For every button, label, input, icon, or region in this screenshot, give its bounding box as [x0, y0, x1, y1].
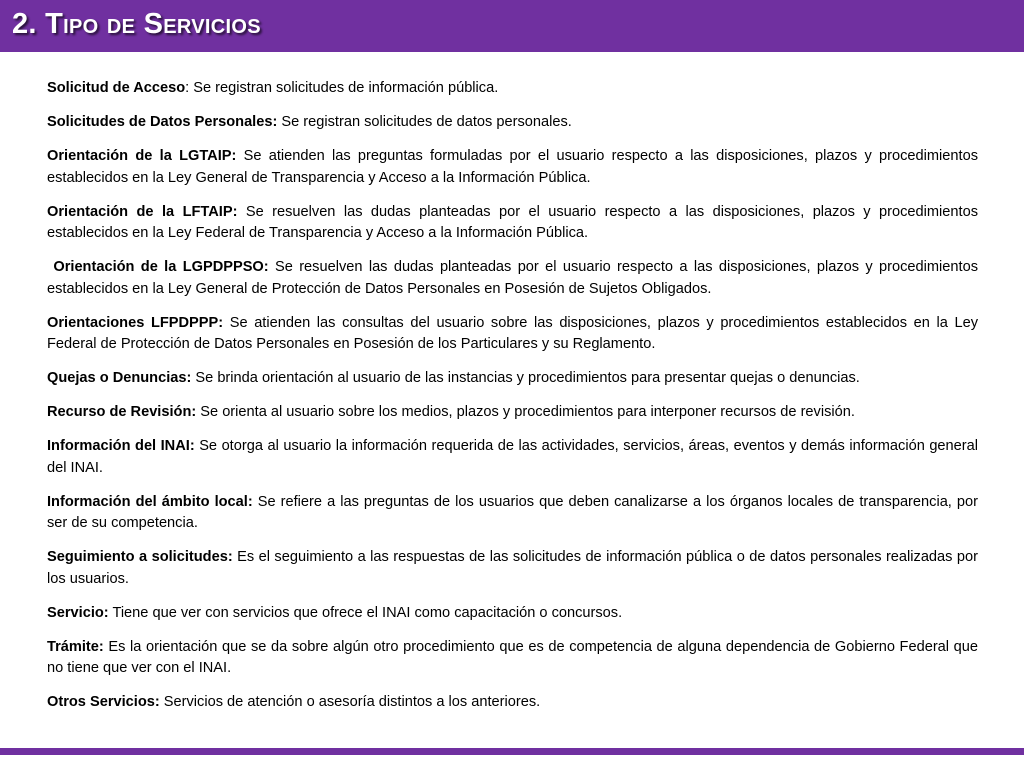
service-item: [47, 436, 978, 479]
service-term: Información del INAI:: [47, 438, 195, 454]
service-term: Seguimiento a solicitudes:: [47, 549, 233, 565]
service-description: Se resuelven las dudas planteadas por el usuario respecto a las disposiciones, plazos y procedimientos establecidos en la Ley General de Protección de Datos Personales en Posesión de Sujetos Obligados.: [47, 259, 983, 297]
service-term: Otros Servicios:: [47, 694, 160, 710]
service-description: Es el seguimiento a las respuestas de las solicitudes de información pública o de datos personales realizadas por los usuarios.: [47, 549, 979, 587]
title-bar: [0, 0, 1024, 52]
service-item: [47, 368, 978, 390]
service-item: [47, 112, 978, 134]
service-description: Es la orientación que se da sobre algún otro procedimiento que es de competencia de alguna dependencia de Gobierno Federal que no tiene que ver con el INAI.: [47, 638, 978, 676]
service-term: Orientación de la LGPDPPSO:: [47, 259, 269, 275]
service-description: : Se registran solicitudes de información pública.: [185, 80, 499, 96]
service-description: Se atienden las preguntas formuladas por el usuario respecto a las disposiciones, plazos y procedimientos establecidos en la Ley General de Transparencia y Acceso a la Información Pública.: [47, 148, 978, 186]
service-item: [47, 78, 978, 100]
service-description: Servicios de atención o asesoría distintos a los anteriores.: [159, 694, 541, 710]
service-term: Orientación de la LFTAIP:: [47, 203, 238, 220]
service-item: [47, 692, 978, 714]
service-term: Orientaciones LFPDPPP:: [47, 314, 224, 331]
service-description: Se atienden las consultas del usuario sobre las disposiciones, plazos y procedimientos establecidos en la Ley Federal de Protección de Datos Personales en Posesión de los Particulares y su Reglamento.: [47, 314, 978, 352]
service-term: Recurso de Revisión:: [47, 404, 197, 420]
footer-bar: [0, 748, 1024, 755]
page-title: 2. Tipo de Servicios: [12, 8, 261, 40]
service-item: [47, 637, 978, 680]
services-list: [47, 78, 983, 726]
service-term: Solicitudes de Datos Personales:: [47, 114, 278, 130]
service-term: Servicio:: [47, 604, 109, 621]
service-item: [47, 492, 978, 535]
service-term: Trámite:: [47, 638, 104, 655]
service-description: Se registran solicitudes de datos personales.: [277, 114, 572, 130]
service-item: [47, 202, 978, 245]
service-description: Tiene que ver con servicios que ofrece el INAI como capacitación o concursos.: [108, 604, 623, 621]
service-description: Se resuelven las dudas planteadas por el usuario respecto a las disposiciones, plazos y procedimientos establecidos en la Ley Federal de Transparencia y Acceso a la Información Pública.: [47, 203, 978, 241]
service-item: [47, 146, 978, 189]
service-description: Se brinda orientación al usuario de las instancias y procedimientos para presentar quejas o denuncias.: [191, 370, 860, 386]
service-description: Se otorga al usuario la información requerida de las actividades, servicios, áreas, eventos y demás información general del INAI.: [47, 438, 979, 476]
service-description: Se refiere a las preguntas de los usuarios que deben canalizarse a los órganos locales de transparencia, por ser de su competencia.: [47, 493, 979, 531]
service-term: Quejas o Denuncias:: [47, 370, 192, 386]
service-term: Información del ámbito local:: [47, 493, 253, 510]
service-description: Se orienta al usuario sobre los medios, plazos y procedimientos para interponer recursos de revisión.: [196, 404, 855, 420]
service-term: Solicitud de Acceso: [47, 80, 186, 96]
service-item: [47, 313, 978, 356]
service-item: [47, 257, 983, 300]
service-term: Orientación de la LGTAIP:: [47, 148, 237, 164]
service-item: [47, 603, 978, 625]
service-item: [47, 547, 978, 590]
service-item: [47, 402, 978, 424]
